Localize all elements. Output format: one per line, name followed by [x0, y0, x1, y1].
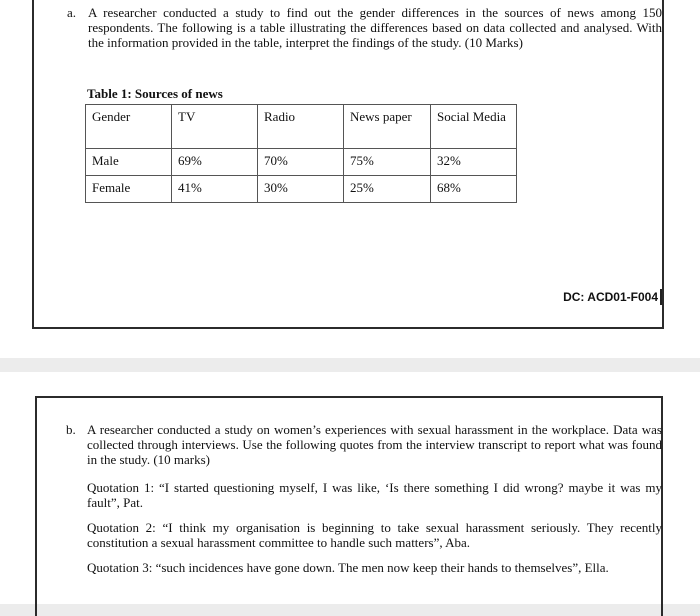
document-code-label: DC: ACD01-F004	[561, 289, 662, 305]
table-row-female	[86, 176, 517, 203]
header-cell-social-media: Social Media	[431, 105, 517, 149]
header-cell-radio: Radio	[258, 105, 344, 149]
table-row-male	[86, 149, 517, 176]
table-cell: 32%	[431, 149, 517, 176]
header-cell-gender: Gender	[86, 105, 172, 149]
sources-of-news-table	[85, 104, 517, 203]
table-cell: 69%	[172, 149, 258, 176]
quotation-1: Quotation 1: “I started questioning myself, I was like, ‘Is there something I did wrong? maybe it was my fault”, Pat.	[87, 480, 662, 510]
question-a-text: A researcher conducted a study to find out the gender differences in the sources of news among 150 respondents. The following is a table illustrating the differences based on data collected and analysed. With the information provided in the table, interpret the findings of the study. (10 Marks)	[88, 5, 662, 50]
quotation-3: Quotation 3: “such incidences have gone down. The men now keep their hands to themselves”, Ella.	[87, 560, 609, 575]
table-cell: 70%	[258, 149, 344, 176]
header-cell-newspaper: News paper	[344, 105, 431, 149]
question-b-letter: b.	[66, 422, 76, 437]
table-cell: 41%	[172, 176, 258, 203]
document-page-b	[0, 372, 700, 604]
question-b-text: A researcher conducted a study on women’s experiences with sexual harassment in the workplace. Data was collected through interviews. Use the following quotes from the interview transcript to report what was found in the study. (10 marks)	[87, 422, 662, 467]
table-cell: 75%	[344, 149, 431, 176]
header-cell-tv: TV	[172, 105, 258, 149]
table-header-row	[86, 105, 517, 149]
table-caption: Table 1: Sources of news	[87, 86, 223, 101]
quotation-2: Quotation 2: “I think my organisation is beginning to take sexual harassment seriously. They recently constitution a sexual harassment committee to handle such matters”, Aba.	[87, 520, 662, 550]
table-cell: Female	[86, 176, 172, 203]
table-cell: 30%	[258, 176, 344, 203]
question-a-letter: a.	[67, 5, 77, 20]
table-cell: 25%	[344, 176, 431, 203]
table-cell: 68%	[431, 176, 517, 203]
table-cell: Male	[86, 149, 172, 176]
